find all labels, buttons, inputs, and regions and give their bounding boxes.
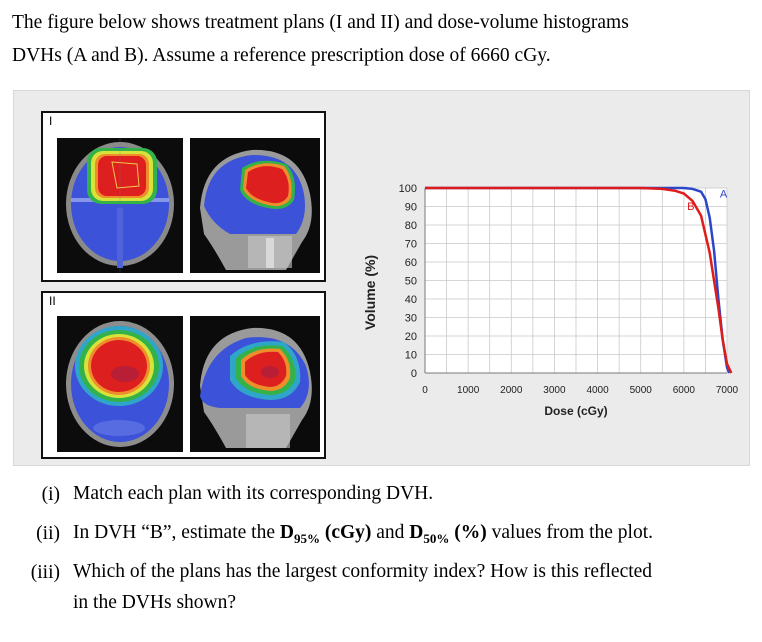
y-tick-label: 90: [404, 201, 417, 214]
y-tick-label: 0: [410, 368, 417, 380]
intro-text: [12, 6, 757, 72]
treatment-plan-II-panel: [41, 291, 326, 459]
question-iii-line-1: Which of the plans has the largest conformity index? How is this reflected: [73, 561, 653, 582]
y-tick-label: 40: [404, 294, 417, 306]
series-label-B: B: [687, 201, 695, 214]
d95-symbol: $D_{95\%}$ (cGy): [279, 522, 372, 546]
plan-II-axial-scan: [57, 316, 183, 452]
series-label-A: A: [719, 188, 728, 201]
y-tick-label: 70: [404, 238, 417, 251]
x-tick-label: 3000: [543, 385, 566, 396]
panel-II-label: II: [49, 294, 56, 308]
y-tick-label: 20: [404, 331, 417, 343]
plan-I-sagittal-scan: [190, 138, 320, 273]
x-tick-label: 1000: [457, 385, 480, 396]
question-iii-line-2: in the DVHs shown?: [73, 592, 237, 613]
y-tick-label: 30: [404, 312, 417, 325]
y-axis-title: Volume (%): [362, 254, 378, 331]
question-ii-post: values from the plot.: [486, 522, 654, 543]
question-iii-text: [73, 556, 758, 618]
plan-I-axial-scan: [57, 138, 183, 273]
x-tick-label: 5000: [629, 385, 652, 396]
figure: [13, 90, 750, 466]
panel-I-label: I: [49, 114, 53, 128]
question-ii-number: (ii): [36, 523, 60, 544]
x-tick-label: 7000: [715, 385, 739, 396]
question-iii-number: (iii): [30, 562, 60, 583]
intro-line-1: The figure below shows treatment plans (I and II) and dose-volume histograms: [12, 12, 629, 33]
y-tick-label: 50: [404, 275, 417, 288]
x-tick-label: 4000: [586, 385, 609, 396]
x-tick-label: 6000: [672, 385, 695, 396]
question-ii-mid: and: [371, 522, 410, 543]
y-tick-label: 100: [398, 183, 417, 195]
y-tick-label: 80: [404, 220, 417, 232]
dvh-chart: [347, 176, 747, 426]
y-tick-label: 10: [404, 349, 417, 362]
chart-grid: [425, 188, 727, 373]
question-ii-pre: In DVH “B”, estimate the: [73, 522, 280, 543]
x-axis-title: Dose (cGy): [544, 404, 608, 418]
plan-II-sagittal-scan: [190, 316, 320, 452]
x-tick-label: 0: [422, 385, 428, 396]
x-tick-label: 2000: [500, 385, 523, 396]
intro-line-2: DVHs (A and B). Assume a reference prescription dose of 6660 cGy.: [12, 45, 551, 66]
question-i-number: (i): [41, 484, 60, 505]
d50-symbol: $D_{50\%}$ (%): [409, 522, 487, 546]
question-ii-text: [73, 517, 758, 554]
treatment-plan-I-panel: [41, 111, 326, 282]
y-tick-label: 60: [404, 257, 417, 269]
question-i-text: Match each plan with its corresponding DVH.: [73, 483, 434, 504]
